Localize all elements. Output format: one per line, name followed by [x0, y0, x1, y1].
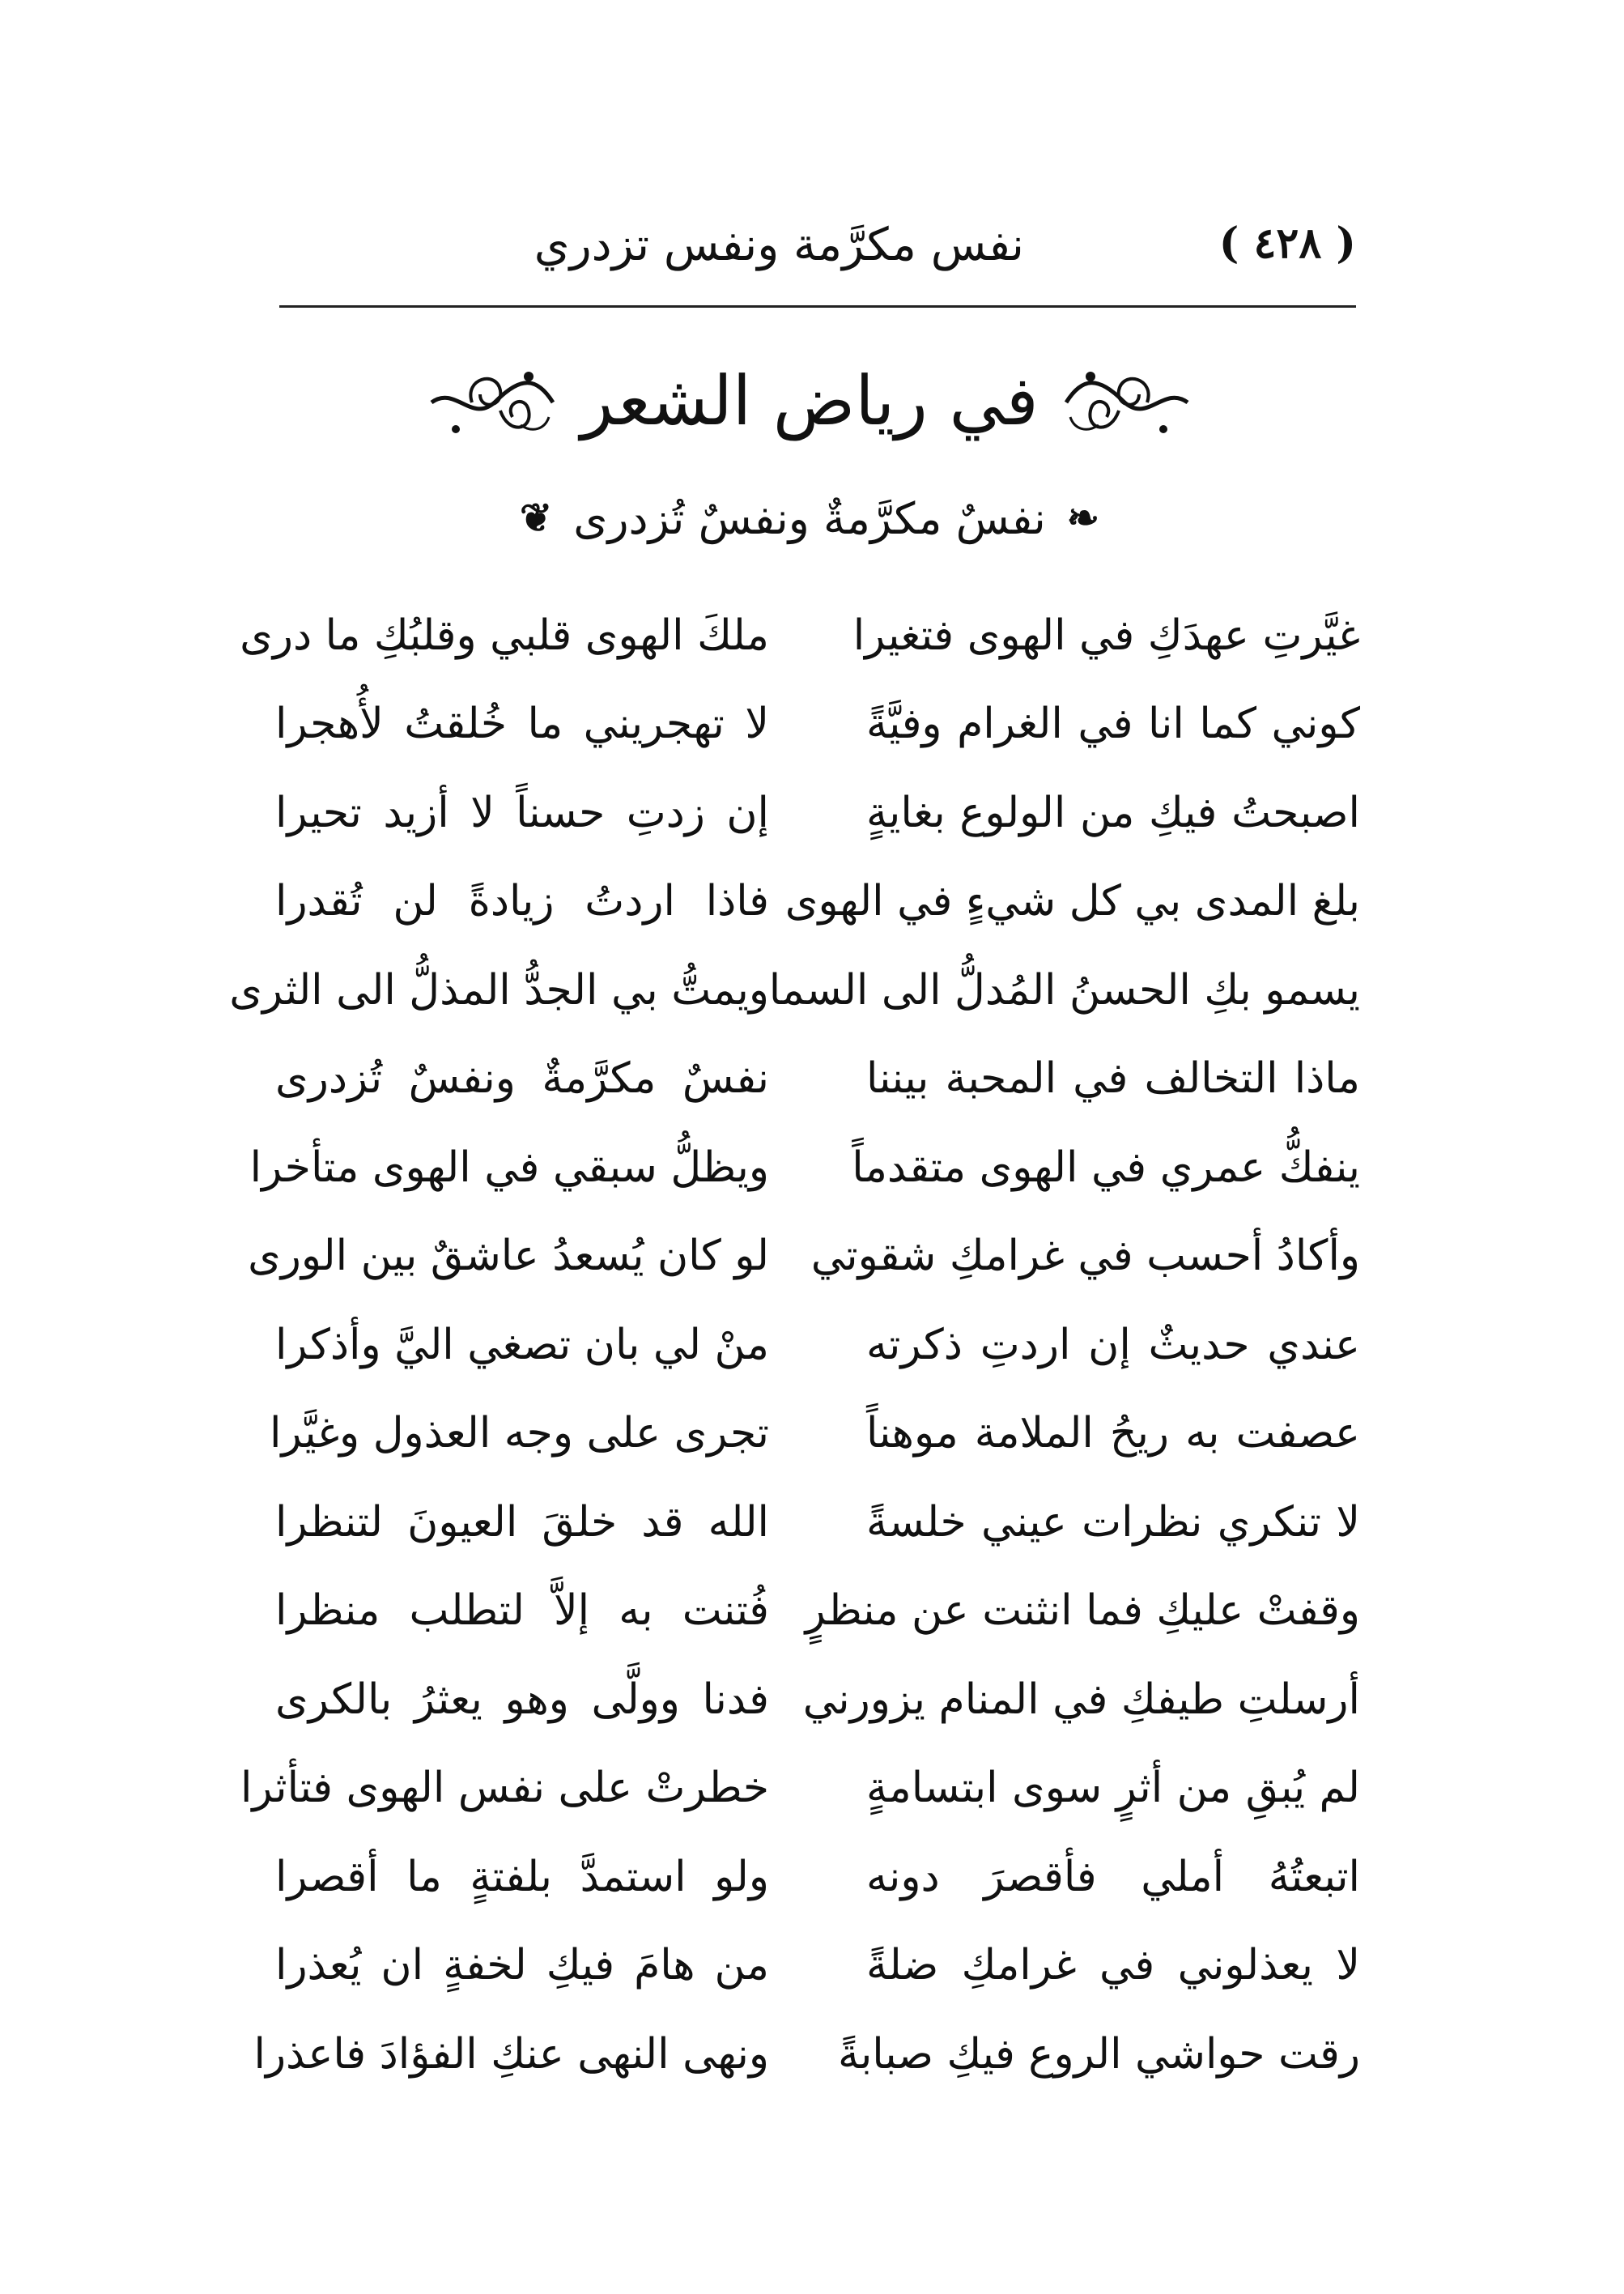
verse-row: [249, 1123, 1360, 1212]
second-hemistich: ولو استمدَّ بلفتةٍ ما أقصرا: [275, 1852, 769, 1901]
running-header: [279, 219, 1356, 296]
verses-list: [229, 591, 1360, 2099]
second-hemistich: ونهى النهى عنكِ الفؤادَ فاعذرا: [253, 2029, 769, 2079]
section-title: في رياض الشعر: [580, 361, 1039, 440]
verse-row: [248, 1212, 1360, 1301]
first-hemistich: وقفتْ عليكِ فما انثنت عن منظرٍ: [805, 1586, 1360, 1636]
first-hemistich: بلغ المدى بي كل شيءٍ في الهوى: [784, 877, 1360, 926]
verse-row: [275, 680, 1360, 769]
page-number: ( ٤٢٨ ): [1218, 219, 1356, 268]
second-hemistich: إن زدتِ حسناً لا أزيد تحيرا: [275, 788, 769, 837]
second-hemistich: تجرى على وجه العذول وغيَّرا: [270, 1409, 769, 1458]
second-hemistich: فدنا وولَّى وهو يعثرُ بالكرى: [275, 1675, 769, 1724]
poem-title-text: نفسٌ مكرَّمةٌ ونفسٌ تُزدرى: [573, 492, 1046, 544]
verse-row: [275, 1832, 1360, 1922]
verse-row: [275, 1035, 1360, 1124]
second-hemistich: فاذا اردتُ زيادةً لن تُقدرا: [275, 877, 769, 926]
first-hemistich: وأكادُ أحسب في غرامكِ شقوتي: [810, 1232, 1360, 1281]
bracket-left-icon: ❦: [519, 496, 553, 541]
second-hemistich: من هامَ فيكِ لخفةٍ ان يُعذرا: [275, 1941, 769, 1990]
verse-row: [275, 768, 1360, 858]
second-hemistich: لا تهجريني ما خُلقتُ لأُهجرا: [275, 700, 769, 749]
second-hemistich: ويمتُّ بي الجدُّ المذلُّ الى الثرى: [229, 965, 769, 1015]
first-hemistich: ينفكُّ عمري في الهوى متقدماً: [852, 1143, 1360, 1192]
running-title: نفس مكرَّمة ونفس تزدري: [534, 219, 1024, 271]
first-hemistich: لا تنكري نظرات عيني خلسةً: [866, 1497, 1360, 1547]
first-hemistich: عندي حديثٌ إن اردتِ ذكرته: [866, 1320, 1360, 1369]
second-hemistich: لو كان يُسعدُ عاشقٌ بين الورى: [248, 1232, 769, 1281]
first-hemistich: يسمو بكِ الحسنُ المُدلُّ الى السما: [768, 965, 1360, 1015]
first-hemistich: عصفت به ريحُ الملامة موهناً: [866, 1409, 1360, 1458]
first-hemistich: رقت حواشي الروع فيكِ صبابةً: [837, 2029, 1360, 2079]
second-hemistich: فُتنت به إلاَّ لتطلب منظرا: [275, 1586, 769, 1636]
second-hemistich: ويظلُّ سبقي في الهوى متأخرا: [249, 1143, 769, 1192]
section-heading: [453, 340, 1166, 462]
verse-row: [275, 1922, 1360, 2011]
verse-row: [253, 2010, 1360, 2099]
bracket-right-icon: ❧: [1066, 496, 1100, 541]
verse-row: [240, 1744, 1360, 1833]
header-rule: [279, 305, 1356, 308]
right-ornament-icon: [1058, 352, 1196, 449]
second-hemistich: خطرتْ على نفس الهوى فتأثرا: [240, 1764, 769, 1813]
first-hemistich: ماذا التخالف في المحبة بيننا: [866, 1054, 1360, 1104]
second-hemistich: ملكَ الهوى قلبي وقلبُكِ ما درى: [240, 611, 769, 660]
poem-title: [453, 482, 1166, 555]
verse-row: [275, 858, 1360, 947]
first-hemistich: لا يعذلوني في غرامكِ ضلةً: [866, 1941, 1360, 1990]
second-hemistich: الله قد خلقَ العيونَ لتنظرا: [275, 1497, 769, 1547]
verse-row: [275, 1655, 1360, 1744]
first-hemistich: اتبعتُهُ أملي فأقصرَ دونه: [866, 1852, 1360, 1901]
verse-row: [270, 1390, 1360, 1479]
first-hemistich: غيَّرتِ عهدَكِ في الهوى فتغيرا: [852, 611, 1360, 660]
verse-row: [275, 1478, 1360, 1567]
left-ornament-icon: [423, 352, 561, 449]
first-hemistich: لم يُبقِ من أثرٍ سوى ابتسامةٍ: [866, 1764, 1360, 1813]
verse-row: [229, 946, 1360, 1035]
first-hemistich: كوني كما انا في الغرام وفيَّةً: [866, 700, 1360, 749]
first-hemistich: أرسلتِ طيفكِ في المنام يزورني: [802, 1675, 1360, 1724]
second-hemistich: منْ لي بان تصغي اليَّ وأذكرا: [274, 1320, 769, 1369]
second-hemistich: نفسٌ مكرَّمةٌ ونفسٌ تُزدرى: [275, 1054, 769, 1104]
verse-row: [275, 1300, 1360, 1390]
first-hemistich: اصبحتُ فيكِ من الولوع بغايةٍ: [866, 788, 1360, 837]
verse-row: [240, 591, 1360, 680]
verse-row: [275, 1567, 1360, 1656]
